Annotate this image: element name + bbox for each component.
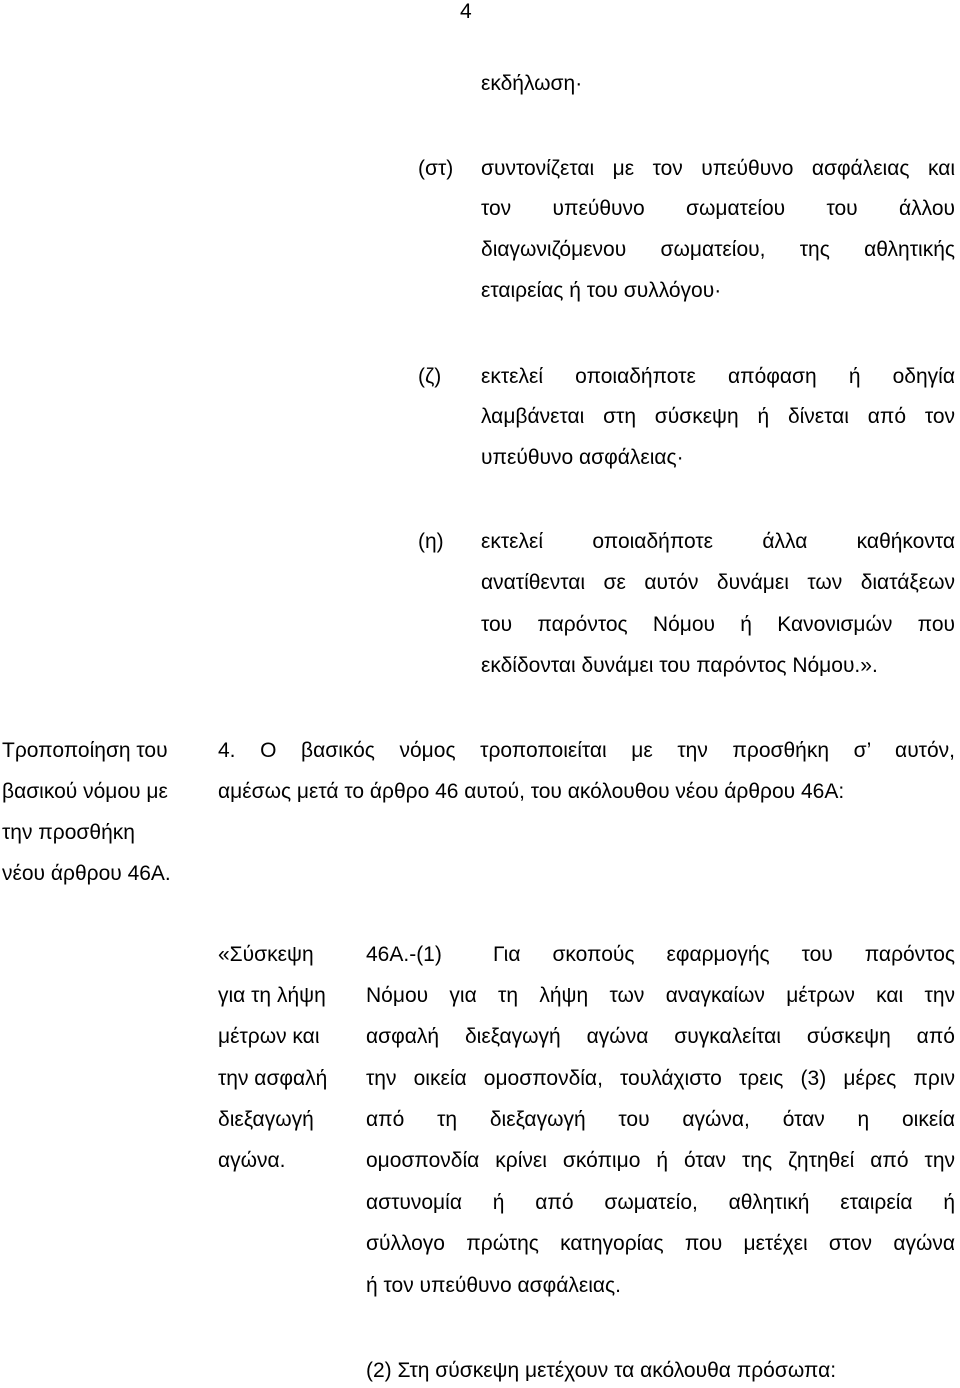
item-st-line: τον υπεύθυνο σωματείου του άλλου	[481, 197, 955, 220]
margin-note-line: την προσθήκη	[2, 821, 135, 844]
margin-note-line: Τροποποίηση του	[2, 739, 168, 762]
subsection-2: (2) Στη σύσκεψη μετέχουν τα ακόλουθα πρόσωπα:	[366, 1359, 837, 1382]
article46a-line: ή τον υπεύθυνο ασφάλειας.	[366, 1274, 622, 1297]
item-i-line: του παρόντος Νόμου ή Κανονισμών που	[481, 613, 955, 636]
item-label-z: (ζ)	[418, 365, 442, 388]
lead-line: εκδήλωση·	[481, 72, 583, 95]
margin-note-line: για τη λήψη	[218, 984, 326, 1007]
item-label-st: (στ)	[418, 157, 454, 180]
item-z-line: υπεύθυνο ασφάλειας·	[481, 446, 684, 469]
section4-line: αμέσως μετά το άρθρο 46 αυτού, του ακόλουθου νέου άρθρου 46Α:	[218, 780, 845, 803]
article46a-line: ασφαλή διεξαγωγή αγώνα συγκαλείται σύσκεψη από	[366, 1025, 955, 1048]
item-z-line: εκτελεί οποιαδήποτε απόφαση ή οδηγία	[481, 365, 955, 388]
item-st-line: διαγωνιζόμενου σωματείου, της αθλητικής	[481, 238, 955, 261]
page-number: 4	[460, 0, 472, 23]
article46a-line: σύλλογο πρώτης κατηγορίας που μετέχει στον αγώνα	[366, 1232, 955, 1255]
article46a-line: Νόμου για τη λήψη των αναγκαίων μέτρων και την	[366, 984, 955, 1007]
margin-note-line: διεξαγωγή	[218, 1108, 314, 1131]
margin-note-line: βασικού νόμου με	[2, 780, 168, 803]
item-st-line: συντονίζεται με τον υπεύθυνο ασφάλειας και	[481, 157, 955, 180]
margin-note-line: την ασφαλή	[218, 1067, 328, 1090]
margin-note-line: αγώνα.	[218, 1149, 286, 1172]
item-st-line: εταιρείας ή του συλλόγου·	[481, 279, 722, 302]
margin-note-line: μέτρων και	[218, 1025, 320, 1048]
article46a-line: ομοσπονδία κρίνει σκόπιμο ή όταν της ζητηθεί από την	[366, 1149, 955, 1172]
margin-note-line: νέου άρθρου 46Α.	[2, 862, 171, 885]
item-z-line: λαμβάνεται στη σύσκεψη ή δίνεται από τον	[481, 405, 955, 428]
margin-note-line: «Σύσκεψη	[218, 943, 314, 966]
item-i-line: εκδίδονται δυνάμει του παρόντος Νόμου.».	[481, 654, 878, 677]
item-i-line: εκτελεί οποιαδήποτε άλλα καθήκοντα	[481, 530, 955, 553]
article-number: 46Α.-(1)	[366, 943, 442, 966]
article46a-line: αστυνομία ή από σωματείο, αθλητική εταιρεία ή	[366, 1191, 955, 1214]
article46a-first-line: Για σκοπούς εφαρμογής του παρόντος	[493, 943, 955, 966]
article46a-line: την οικεία ομοσπονδία, τουλάχιστο τρεις (3) μέρες πριν	[366, 1067, 955, 1090]
item-i-line: ανατίθενται σε αυτόν δυνάμει των διατάξεων	[481, 571, 955, 594]
section4-line: 4. Ο βασικός νόμος τροποποιείται με την προσθήκη σ’ αυτόν,	[218, 739, 955, 762]
item-label-i: (η)	[418, 530, 444, 553]
article46a-line: από τη διεξαγωγή του αγώνα, όταν η οικεία	[366, 1108, 955, 1131]
